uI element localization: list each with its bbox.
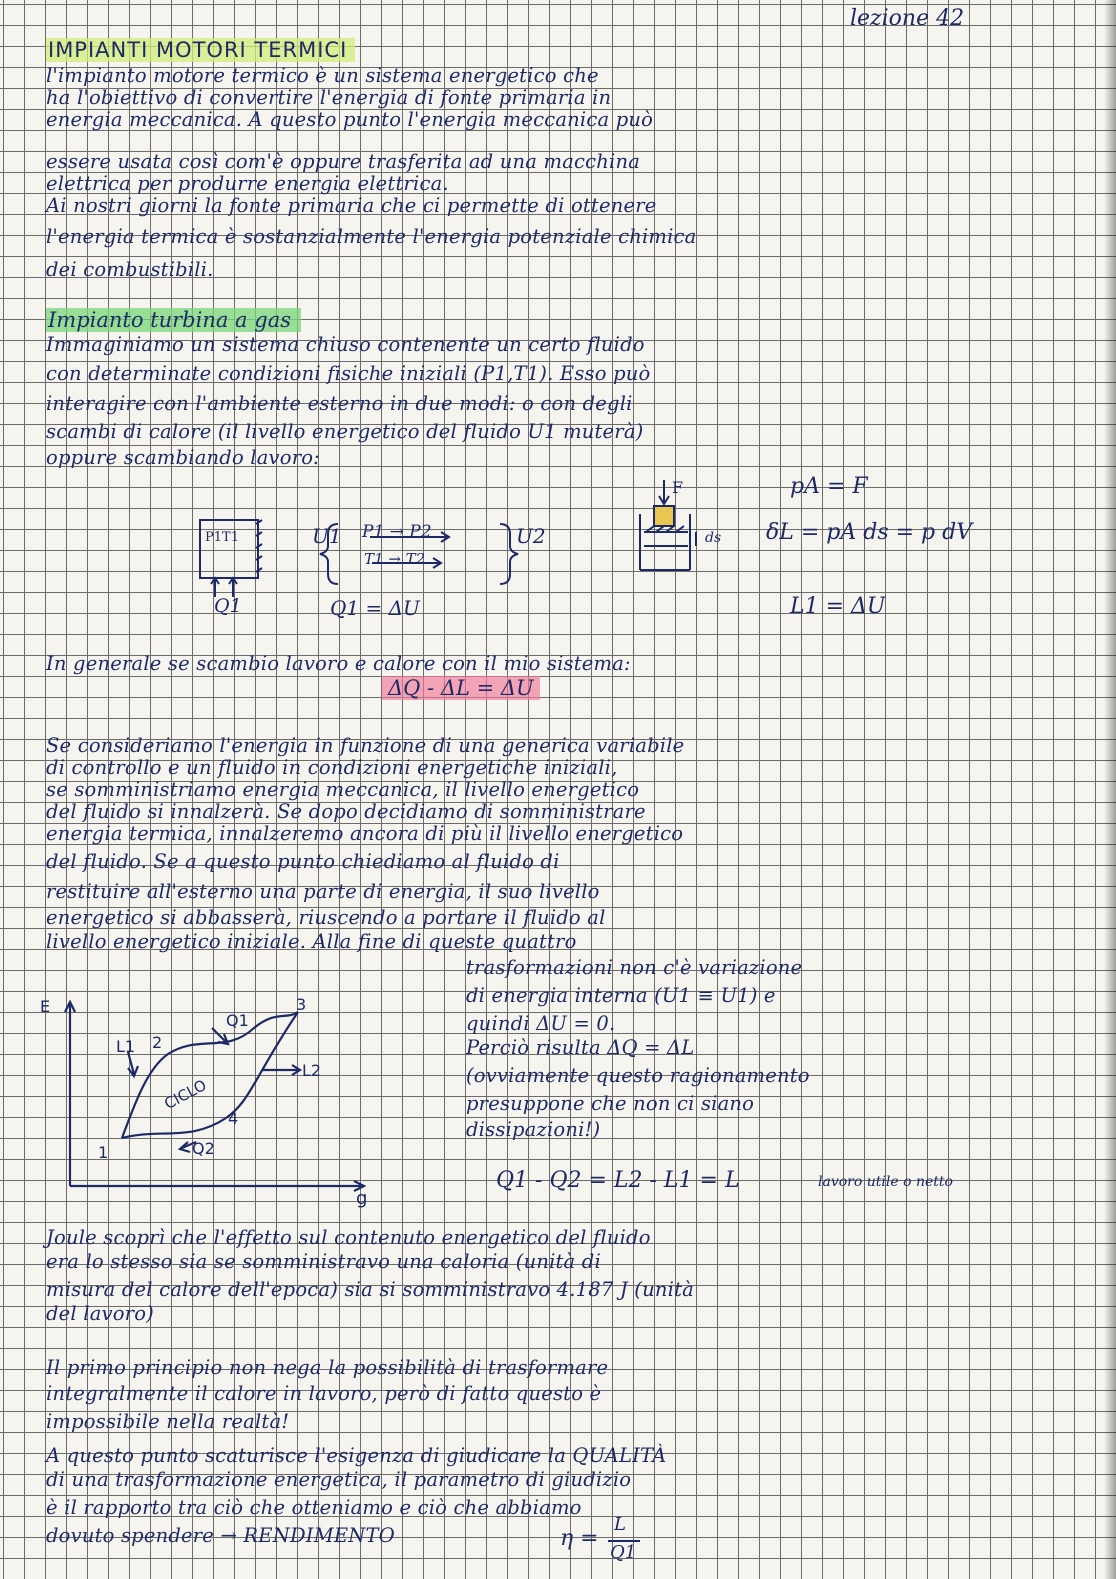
section-title-thermal-engines: IMPIANTI MOTORI TERMICI <box>46 38 355 62</box>
text-line: energia meccanica. A questo punto l'energia meccanica può <box>46 108 654 131</box>
point-label: 4 <box>228 1109 239 1128</box>
heat-out-label: Q2 <box>192 1139 215 1158</box>
text-line: oppure scambiando lavoro: <box>46 446 320 469</box>
text-line: di controllo e un fluido in condizioni energetiche iniziali, <box>46 756 618 779</box>
text-line: integralmente il calore in lavoro, però di fatto questo è <box>46 1382 602 1405</box>
text-line: A questo punto scaturisce l'esigenza di giudicare la QUALITÀ <box>46 1444 667 1467</box>
text-line: Immaginiamo un sistema chiuso contenente un certo fluido <box>46 333 645 356</box>
force-label: F <box>672 478 684 497</box>
point-label: 1 <box>98 1143 109 1162</box>
text-line: l'impianto motore termico è un sistema energetico che <box>46 64 599 87</box>
lesson-number: lezione 42 <box>850 6 965 31</box>
text-line: elettrica per produrre energia elettrica. <box>46 172 449 195</box>
text-line: con determinate condizioni fisiche iniziali (P1,T1). Esso può <box>46 362 651 385</box>
force-equation: pA = F <box>790 474 868 499</box>
p-change: P1 → P2 <box>362 522 432 542</box>
energy-cycle-diagram <box>40 990 370 1210</box>
text-line: del fluido. Se a questo punto chiediamo al fluido di <box>46 850 560 873</box>
point-label: 3 <box>296 995 307 1014</box>
text-line: presuppone che non ci siano <box>466 1092 755 1115</box>
eta-numerator: L <box>614 1514 626 1535</box>
work-in-label: L1 <box>116 1037 136 1056</box>
text-line: misura del calore dell'epoca) sia si somministravo 4.187 J (unità <box>46 1278 694 1301</box>
text-line: interagire con l'ambiente esterno in due modi: o con degli <box>46 392 633 415</box>
eta-symbol: η = <box>560 1526 599 1551</box>
text-line: scambi di calore (il livello energetico del fluido U1 muterà) <box>46 420 644 443</box>
text-line: Perciò risulta ΔQ = ΔL <box>466 1036 695 1059</box>
text-line: essere usata così com'è oppure trasferita ad una macchina <box>46 150 641 173</box>
text-line: dovuto spendere → RENDIMENTO <box>46 1524 395 1547</box>
text-line: dei combustibili. <box>46 258 214 281</box>
text-line: l'energia termica è sostanzialmente l'energia potenziale chimica <box>46 225 697 248</box>
text-line: è il rapporto tra ciò che otteniamo e ciò che abbiamo <box>46 1496 582 1519</box>
text-line: (ovviamente questo ragionamento <box>466 1064 810 1087</box>
heat-in-label: Q1 <box>226 1011 249 1030</box>
text-line: del lavoro) <box>46 1302 154 1325</box>
system-sketch <box>0 462 1116 642</box>
first-law-equation: ΔQ - ΔL = ΔU <box>382 676 540 700</box>
cycle-label: CICLO <box>161 1076 210 1114</box>
text-line: Se consideriamo l'energia in funzione di una generica variabile <box>46 734 685 757</box>
text-line: trasformazioni non c'è variazione <box>466 956 803 979</box>
text-line: restituire all'esterno una parte di energia, il suo livello <box>46 880 600 903</box>
section-title-gas-turbine: Impianto turbina a gas <box>46 308 301 332</box>
text-line: Joule scoprì che l'effetto sul contenuto energetico del fluido <box>46 1226 651 1249</box>
text-line: di energia interna (U1 ≡ U1) e <box>466 984 776 1007</box>
work-energy-equation: L1 = ΔU <box>790 594 886 619</box>
text-line: di una trasformazione energetica, il parametro di giudizio <box>46 1468 632 1491</box>
t-change: T1 → T2 <box>364 550 426 568</box>
u-start: U1 <box>312 524 342 548</box>
text-line: se somministriamo energia meccanica, il livello energetico <box>46 778 640 801</box>
text-line: del fluido si innalzerà. Se dopo decidiamo di somministrare <box>46 800 646 823</box>
net-work-equation: Q1 - Q2 = L2 - L1 = L <box>496 1168 740 1193</box>
text-line: era lo stesso sia se somministravo una caloria (unità di <box>46 1250 601 1273</box>
axis-y-label: E <box>40 997 51 1016</box>
text-line: quindi ΔU = 0. <box>466 1012 616 1035</box>
text-line: energetico si abbasserà, riuscendo a portare il fluido al <box>46 906 606 929</box>
point-label: 2 <box>152 1033 163 1052</box>
work-equation: δL = pA ds = p dV <box>766 520 973 545</box>
net-work-note: lavoro utile o netto <box>818 1174 953 1190</box>
heat-equation: Q1 = ΔU <box>330 596 420 620</box>
box-label: P1T1 <box>205 530 239 545</box>
ds-label: ds <box>705 530 722 546</box>
efficiency-formula <box>560 1514 650 1570</box>
general-statement: In generale se scambio lavoro e calore con il mio sistema: <box>46 652 631 675</box>
work-out-label: L2 <box>302 1061 322 1080</box>
heat-label: Q1 <box>214 595 242 617</box>
u-end: U2 <box>516 524 546 548</box>
eta-denominator: Q1 <box>610 1542 637 1563</box>
axis-x-label: g <box>356 1188 368 1209</box>
text-line: dissipazioni!) <box>466 1118 601 1141</box>
text-line: livello energetico iniziale. Alla fine di queste quattro <box>46 930 577 953</box>
text-line: Il primo principio non nega la possibilità di trasformare <box>46 1356 609 1379</box>
text-line: impossibile nella realtà! <box>46 1410 290 1433</box>
text-line: energia termica, innalzeremo ancora di più il livello energetico <box>46 822 684 845</box>
text-line: ha l'obiettivo di convertire l'energia di fonte primaria in <box>46 86 612 109</box>
text-line: Ai nostri giorni la fonte primaria che ci permette di ottenere <box>46 194 657 217</box>
